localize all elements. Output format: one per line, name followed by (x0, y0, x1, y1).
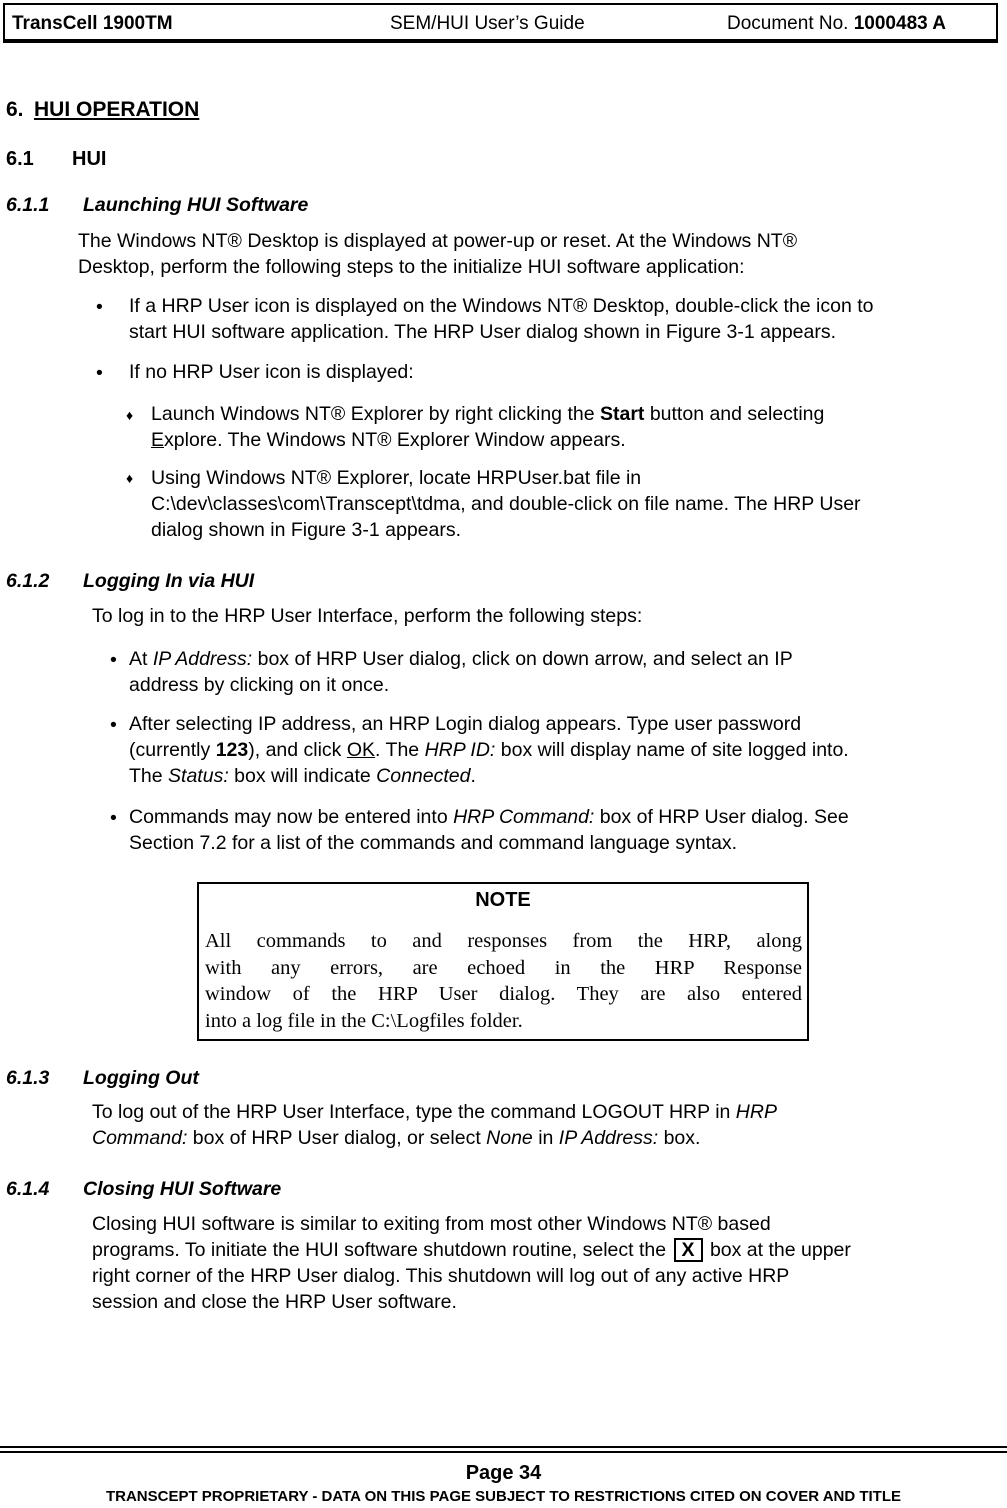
diamond-bullet-icon: ♦ (126, 407, 134, 423)
note-box (197, 882, 809, 1041)
login-intro: To log in to the HRP User Interface, perform the following steps: (92, 605, 643, 627)
launch-step-2-line-3: dialog shown in Figure 3-1 appears. (151, 519, 462, 541)
login-bullet-3-line-2: Section 7.2 for a list of the commands and command language syntax. (129, 832, 738, 854)
proprietary-notice: TRANSCEPT PROPRIETARY - DATA ON THIS PAGE SUBJECT TO RESTRICTIONS CITED ON COVER AND TITLE (105, 1488, 902, 1505)
logout-line-2: Command: box of HRP User dialog, or select None in IP Address: box. (92, 1127, 701, 1149)
launch-step-2-line-2: C:\dev\classes\com\Transcept\tdma, and double-click on file name. The HRP User (151, 493, 861, 515)
section-heading: 6. HUI OPERATION (6, 98, 200, 121)
footer-divider (0, 1451, 1007, 1453)
launch-intro-line-2: Desktop, perform the following steps to the initialize HUI software application: (78, 256, 745, 278)
bullet-icon: • (96, 296, 103, 318)
closing-line-3: right corner of the HRP User dialog. This shutdown will log out of any active HRP (92, 1265, 790, 1287)
note-line: All commands to and responses from the HRP, along (205, 930, 802, 952)
launch-intro-line-1: The Windows NT® Desktop is displayed at power-up or reset. At the Windows NT® (78, 230, 798, 252)
note-line: window of the HRP User dialog. They are also entered (205, 983, 802, 1005)
login-bullet-2-line-2: (currently 123), and click OK. The HRP ID: box will display name of site logged into. (129, 739, 849, 761)
note-line: with any errors, are echoed in the HRP Response (205, 956, 802, 979)
note-line: into a log file in the C:\Logfiles folder. (205, 1009, 523, 1032)
launch-step-2-line-1: Using Windows NT® Explorer, locate HRPUser.bat file in (151, 467, 642, 489)
launch-bullet-2: If no HRP User icon is displayed: (129, 361, 414, 383)
heading-logging-out: 6.1.3 Logging Out (6, 1067, 199, 1089)
header-document-number: Document No. 1000483 A (727, 13, 946, 34)
login-bullet-3-line-1: Commands may now be entered into HRP Command: box of HRP User dialog. See (129, 806, 849, 828)
login-bullet-1-line-1: At IP Address: box of HRP User dialog, click on down arrow, and select an IP (129, 648, 793, 670)
header-product: TransCell 1900TM (12, 13, 173, 34)
header-guide-title: SEM/HUI User’s Guide (390, 13, 585, 34)
page-number: Page 34 (465, 1462, 542, 1484)
launch-step-1-line-2: Explore. The Windows NT® Explorer Window appears. (151, 429, 626, 451)
bullet-icon: • (110, 649, 117, 671)
diamond-bullet-icon: ♦ (126, 470, 134, 486)
login-bullet-2-line-3: The Status: box will indicate Connected. (129, 765, 476, 787)
close-x-icon: X (674, 1238, 703, 1262)
login-bullet-2-line-1: After selecting IP address, an HRP Login dialog appears. Type user password (129, 713, 802, 735)
bullet-icon: • (110, 807, 117, 829)
subsection-heading-6-1: 6.1 HUI (6, 148, 107, 170)
launch-step-1-line-1: Launch Windows NT® Explorer by right clicking the Start button and selecting (151, 403, 825, 425)
note-title: NOTE (475, 889, 531, 911)
launch-bullet-1-line-2: start HUI software application. The HRP User dialog shown in Figure 3-1 appears. (129, 321, 837, 343)
closing-line-4: session and close the HRP User software. (92, 1291, 457, 1313)
login-bullet-1-line-2: address by clicking on it once. (129, 674, 390, 696)
heading-closing-hui: 6.1.4 Closing HUI Software (6, 1178, 282, 1200)
heading-logging-in: 6.1.2 Logging In via HUI (6, 570, 255, 592)
logout-line-1: To log out of the HRP User Interface, type the command LOGOUT HRP in HRP (92, 1101, 777, 1123)
note-body (205, 928, 802, 1034)
launch-bullet-1-line-1: If a HRP User icon is displayed on the Windows NT® Desktop, double-click the icon to (129, 295, 874, 317)
page-header (3, 3, 998, 43)
bullet-icon: • (96, 362, 103, 384)
closing-line-1: Closing HUI software is similar to exiting from most other Windows NT® based (92, 1213, 771, 1235)
heading-launching-hui: 6.1.1 Launching HUI Software (6, 194, 309, 216)
bullet-icon: • (110, 714, 117, 736)
closing-line-2: programs. To initiate the HUI software shutdown routine, select the X box at the upper (92, 1239, 851, 1261)
footer-divider (0, 1446, 1007, 1448)
